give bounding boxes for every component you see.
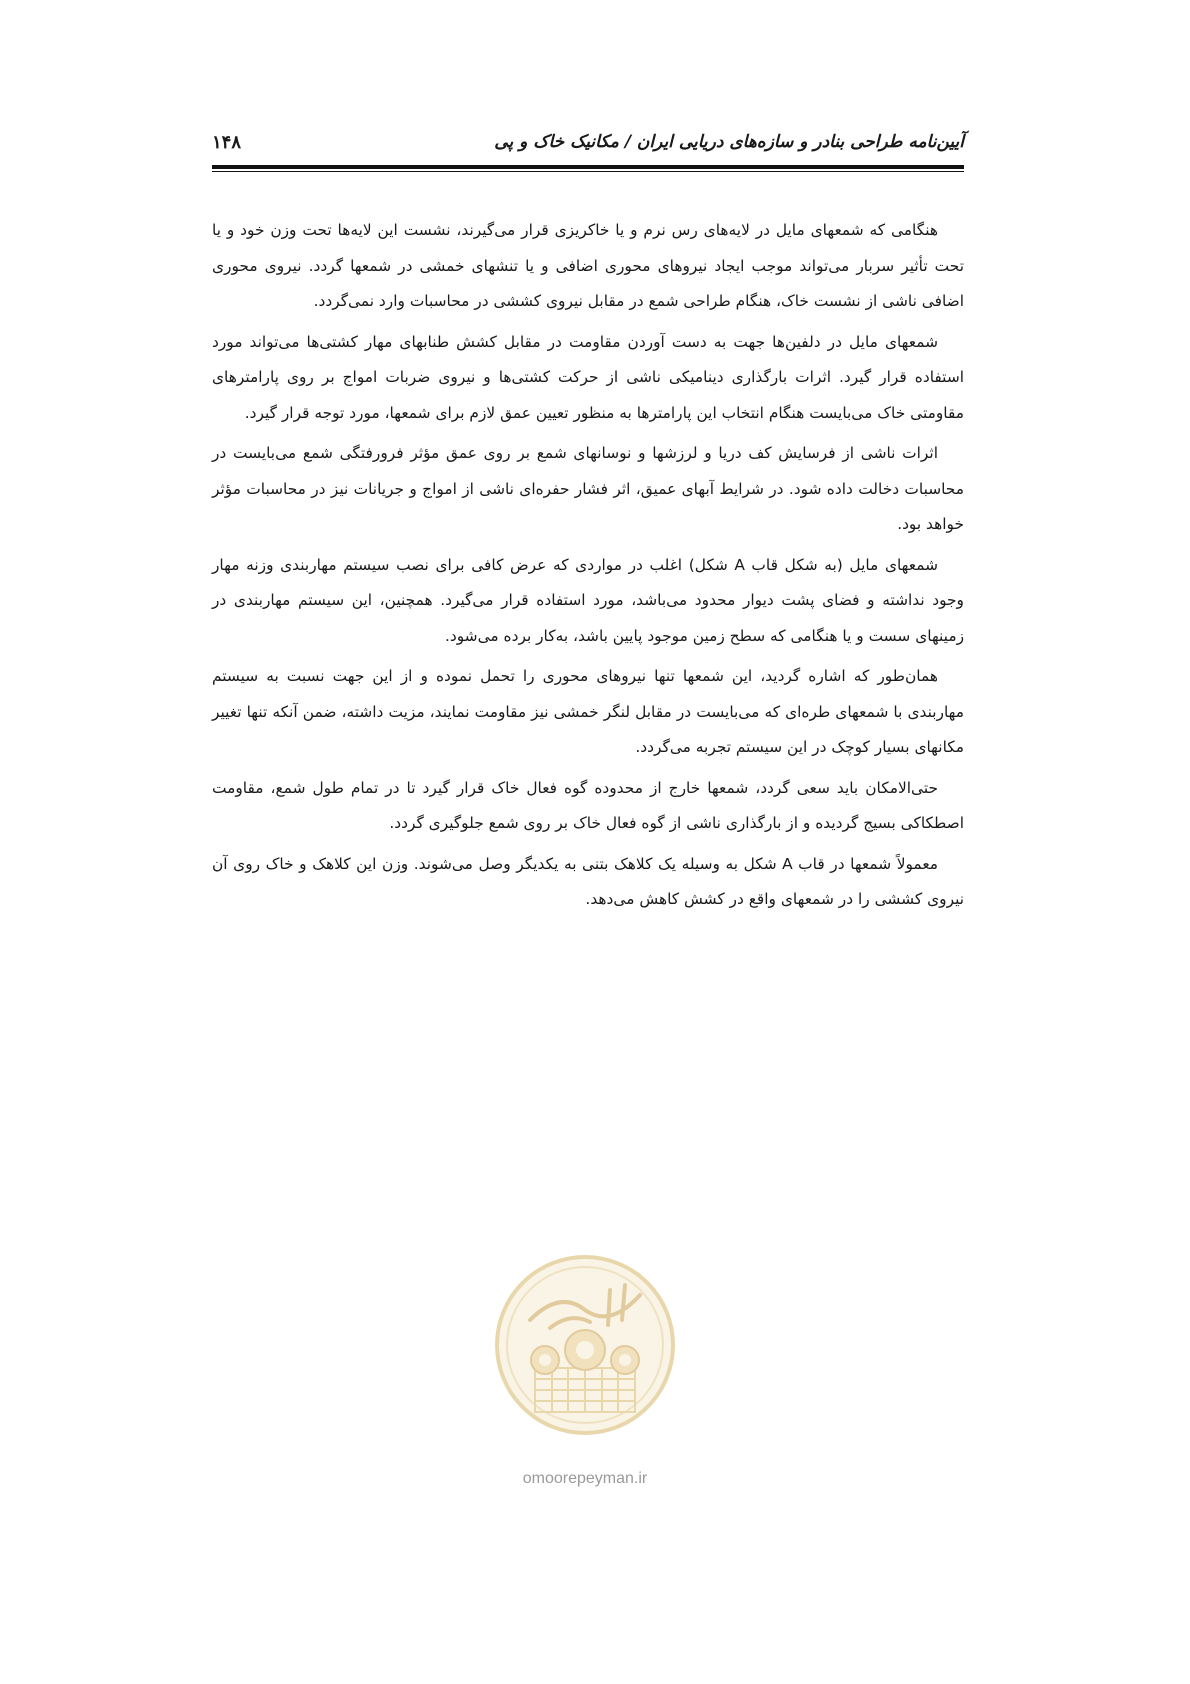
page-number: ۱۴۸ — [212, 132, 242, 153]
paragraph: همان‌طور که اشاره گردید، این شمعها تنها نیروهای محوری را تحمل نموده و از این جهت نسبت به سیستم مهاربندی با شمعهای طره‌ای که می‌بایست در مقابل لنگر خمشی نیز مقاومت نمایند، مزیت داشته، ضمن آنکه تنها تغییر مکانهای بسیار کوچک در این سیستم تجربه می‌گردد. — [212, 667, 964, 756]
paragraph: هنگامی که شمعهای مایل در لایه‌های رس نرم و یا خاکریزی قرار می‌گیرند، نشست این لایه‌ها تحت وزن خود و یا تحت تأثیر سربار می‌تواند موجب ایجاد نیروهای محوری اضافی و یا تنشهای خمشی در شمعها گردد. نیروی محوری اضافی ناشی از نشست خاک، هنگام طراحی شمع در مقابل نیروی کششی در محاسبات وارد نمی‌گردد. — [212, 221, 964, 310]
header-rule-thick — [212, 165, 964, 169]
paragraph: شمعهای مایل در دلفین‌ها جهت به دست آوردن مقاومت در مقابل کشش طنابهای مهار کشتی‌ها می‌تواند مورد استفاده قرار گیرد. اثرات بارگذاری دینامیکی ناشی از حرکت کشتی‌ها و نیروی ضربات امواج بر روی پارامترهای مقاومتی خاک می‌بایست هنگام انتخاب این پارامترها به منظور تعیین عمق لازم برای شمعها، مورد توجه قرار گیرد. — [212, 332, 964, 422]
header-rule-thin — [212, 171, 964, 172]
running-title: آیین‌نامه طراحی بنادر و سازه‌های دریایی ایران / مکانیک خاک و پی — [494, 132, 964, 152]
paragraph: شمعهای مایل (به شکل قاب A شکل) اغلب در مواردی که عرض کافی برای نصب سیستم مهاربندی وزنه مهار وجود نداشته و فضای پشت دیوار محدود می‌باشد، مورد استفاده قرار می‌گیرد. همچنین، این سیستم مهاربندی در زمینهای سست و یا هنگامی که سطح زمین موجود پایین باشد، به‌کار برده می‌شود. — [212, 555, 964, 645]
body-text — [212, 213, 964, 923]
paragraph: اثرات ناشی از فرسایش کف دریا و لرزشها و نوسانهای شمع بر روی عمق مؤثر فرورفتگی شمع می‌بایست در محاسبات دخالت داده شود. در شرایط آبهای عمیق، اثر فشار حفره‌ای ناشی از امواج و جریانات نیز در محاسبات مؤثر خواهد بود. — [212, 444, 964, 533]
watermark-url: omoorepeyman.ir — [522, 1470, 648, 1487]
paragraph: معمولاً شمعها در قاب A شکل به وسیله یک کلاهک بتنی به یکدیگر وصل می‌شوند. وزن این کلاهک و خاک روی آن نیروی کششی را در شمعهای واقع در کشش کاهش می‌دهد. — [212, 854, 964, 908]
paragraph: حتی‌الامکان باید سعی گردد، شمعها خارج از محدوده گوه فعال خاک قرار گیرد تا در تمام طول شمع، مقاومت اصطکاکی بسیج گردیده و از بارگذاری ناشی از گوه فعال خاک بر روی شمع جلوگیری گردد. — [212, 778, 964, 832]
watermark-logo-icon — [490, 1250, 680, 1440]
page-header — [212, 128, 964, 160]
